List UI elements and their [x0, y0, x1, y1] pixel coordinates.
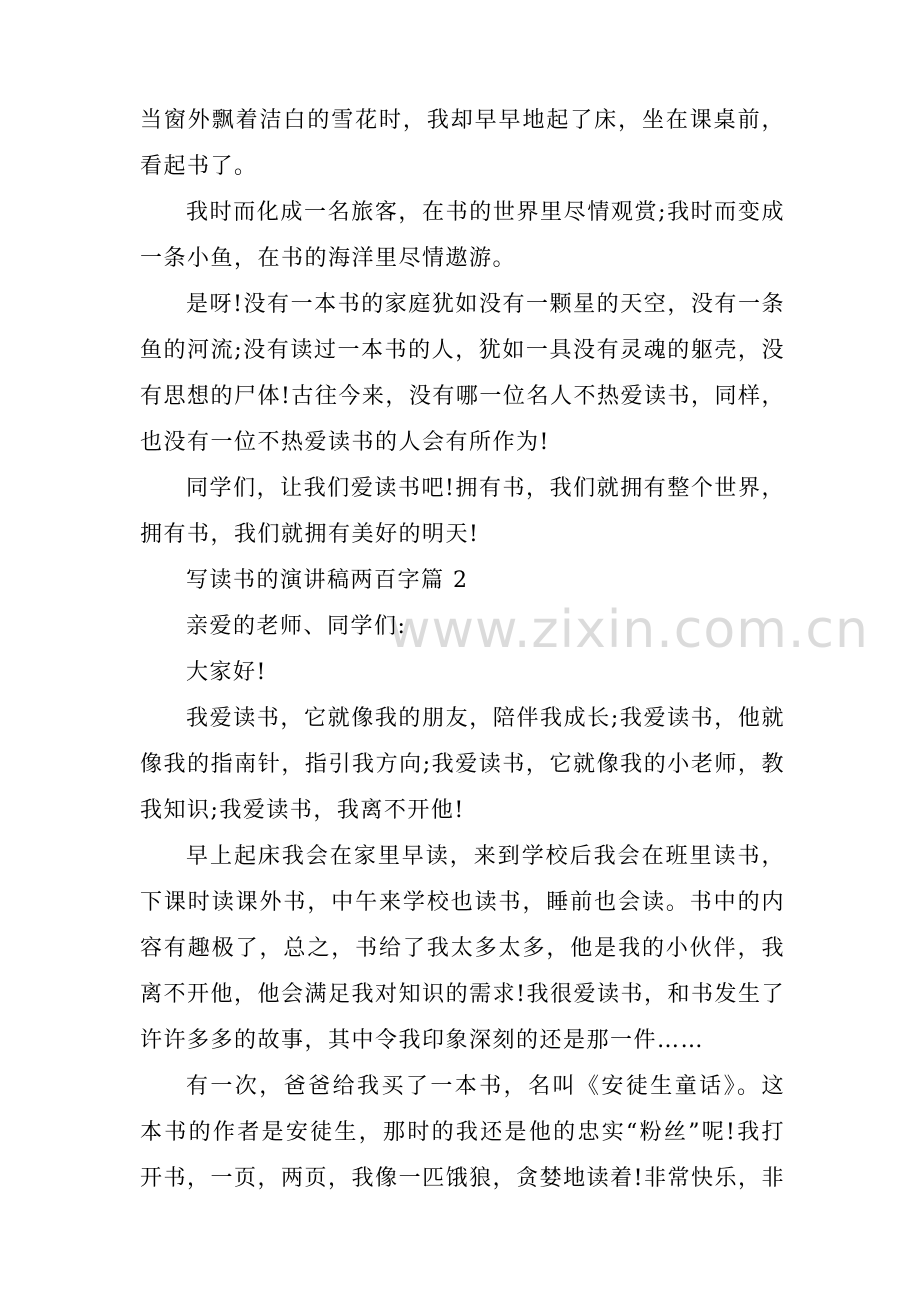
text-line: 看起书了。	[140, 154, 258, 179]
text-line: 我时而化成一名旅客，在书的世界里尽情观赏;我时而变成	[186, 200, 785, 225]
text-line: 容有趣极了，总之，书给了我太多太多，他是我的小伙伴，我	[140, 936, 785, 961]
text-line: 鱼的河流;没有读过一本书的人，犹如一具没有灵魂的躯壳，没	[140, 338, 785, 363]
text-line: 有一次，爸爸给我买了一本书，名叫《安徒生童话》。这	[186, 1074, 785, 1099]
text-line: 也没有一位不热爱读书的人会有所作为!	[140, 430, 550, 455]
text-line: 离不开他，他会满足我对知识的需求!我很爱读书，和书发生了	[140, 982, 785, 1007]
text-line: 我爱读书，它就像我的朋友，陪伴我成长;我爱读书，他就	[186, 706, 785, 731]
text-line: 许许多多的故事，其中令我印象深刻的还是那一件……	[140, 1028, 705, 1053]
text-line: 当窗外飘着洁白的雪花时，我却早早地起了床，坐在课桌前，	[140, 108, 785, 133]
text-line: 像我的指南针，指引我方向;我爱读书，它就像我的小老师，教	[140, 752, 785, 777]
salutation: 亲爱的老师、同学们:	[186, 614, 407, 639]
document-body	[140, 98, 785, 1202]
text-line: 一条小鱼，在书的海洋里尽情遨游。	[140, 246, 517, 271]
text-line: 同学们，让我们爱读书吧!拥有书，我们就拥有整个世界，	[186, 476, 785, 501]
text-line: 是呀!没有一本书的家庭犹如没有一颗星的天空，没有一条	[186, 292, 785, 317]
text-line: 下课时读课外书，中午来学校也读书，睡前也会读。书中的内	[140, 890, 785, 915]
text-line: 本书的作者是安徒生，那时的我还是他的忠实“粉丝”呢!我打	[140, 1120, 785, 1145]
text-line: 开书，一页，两页，我像一匹饿狼，贪婪地读着!非常快乐，非	[140, 1166, 785, 1191]
text-line: 早上起床我会在家里早读，来到学校后我会在班里读书，	[186, 844, 785, 869]
text-line: 有思想的尸体!古往今来，没有哪一位名人不热爱读书，同样，	[140, 384, 785, 409]
text-line: 拥有书，我们就拥有美好的明天!	[140, 522, 480, 547]
greeting: 大家好!	[186, 660, 267, 685]
section-heading: 写读书的演讲稿两百字篇 2	[186, 568, 469, 593]
text-line: 我知识;我爱读书，我离不开他!	[140, 798, 465, 823]
watermark: www.zixin.com.cn	[388, 600, 869, 660]
